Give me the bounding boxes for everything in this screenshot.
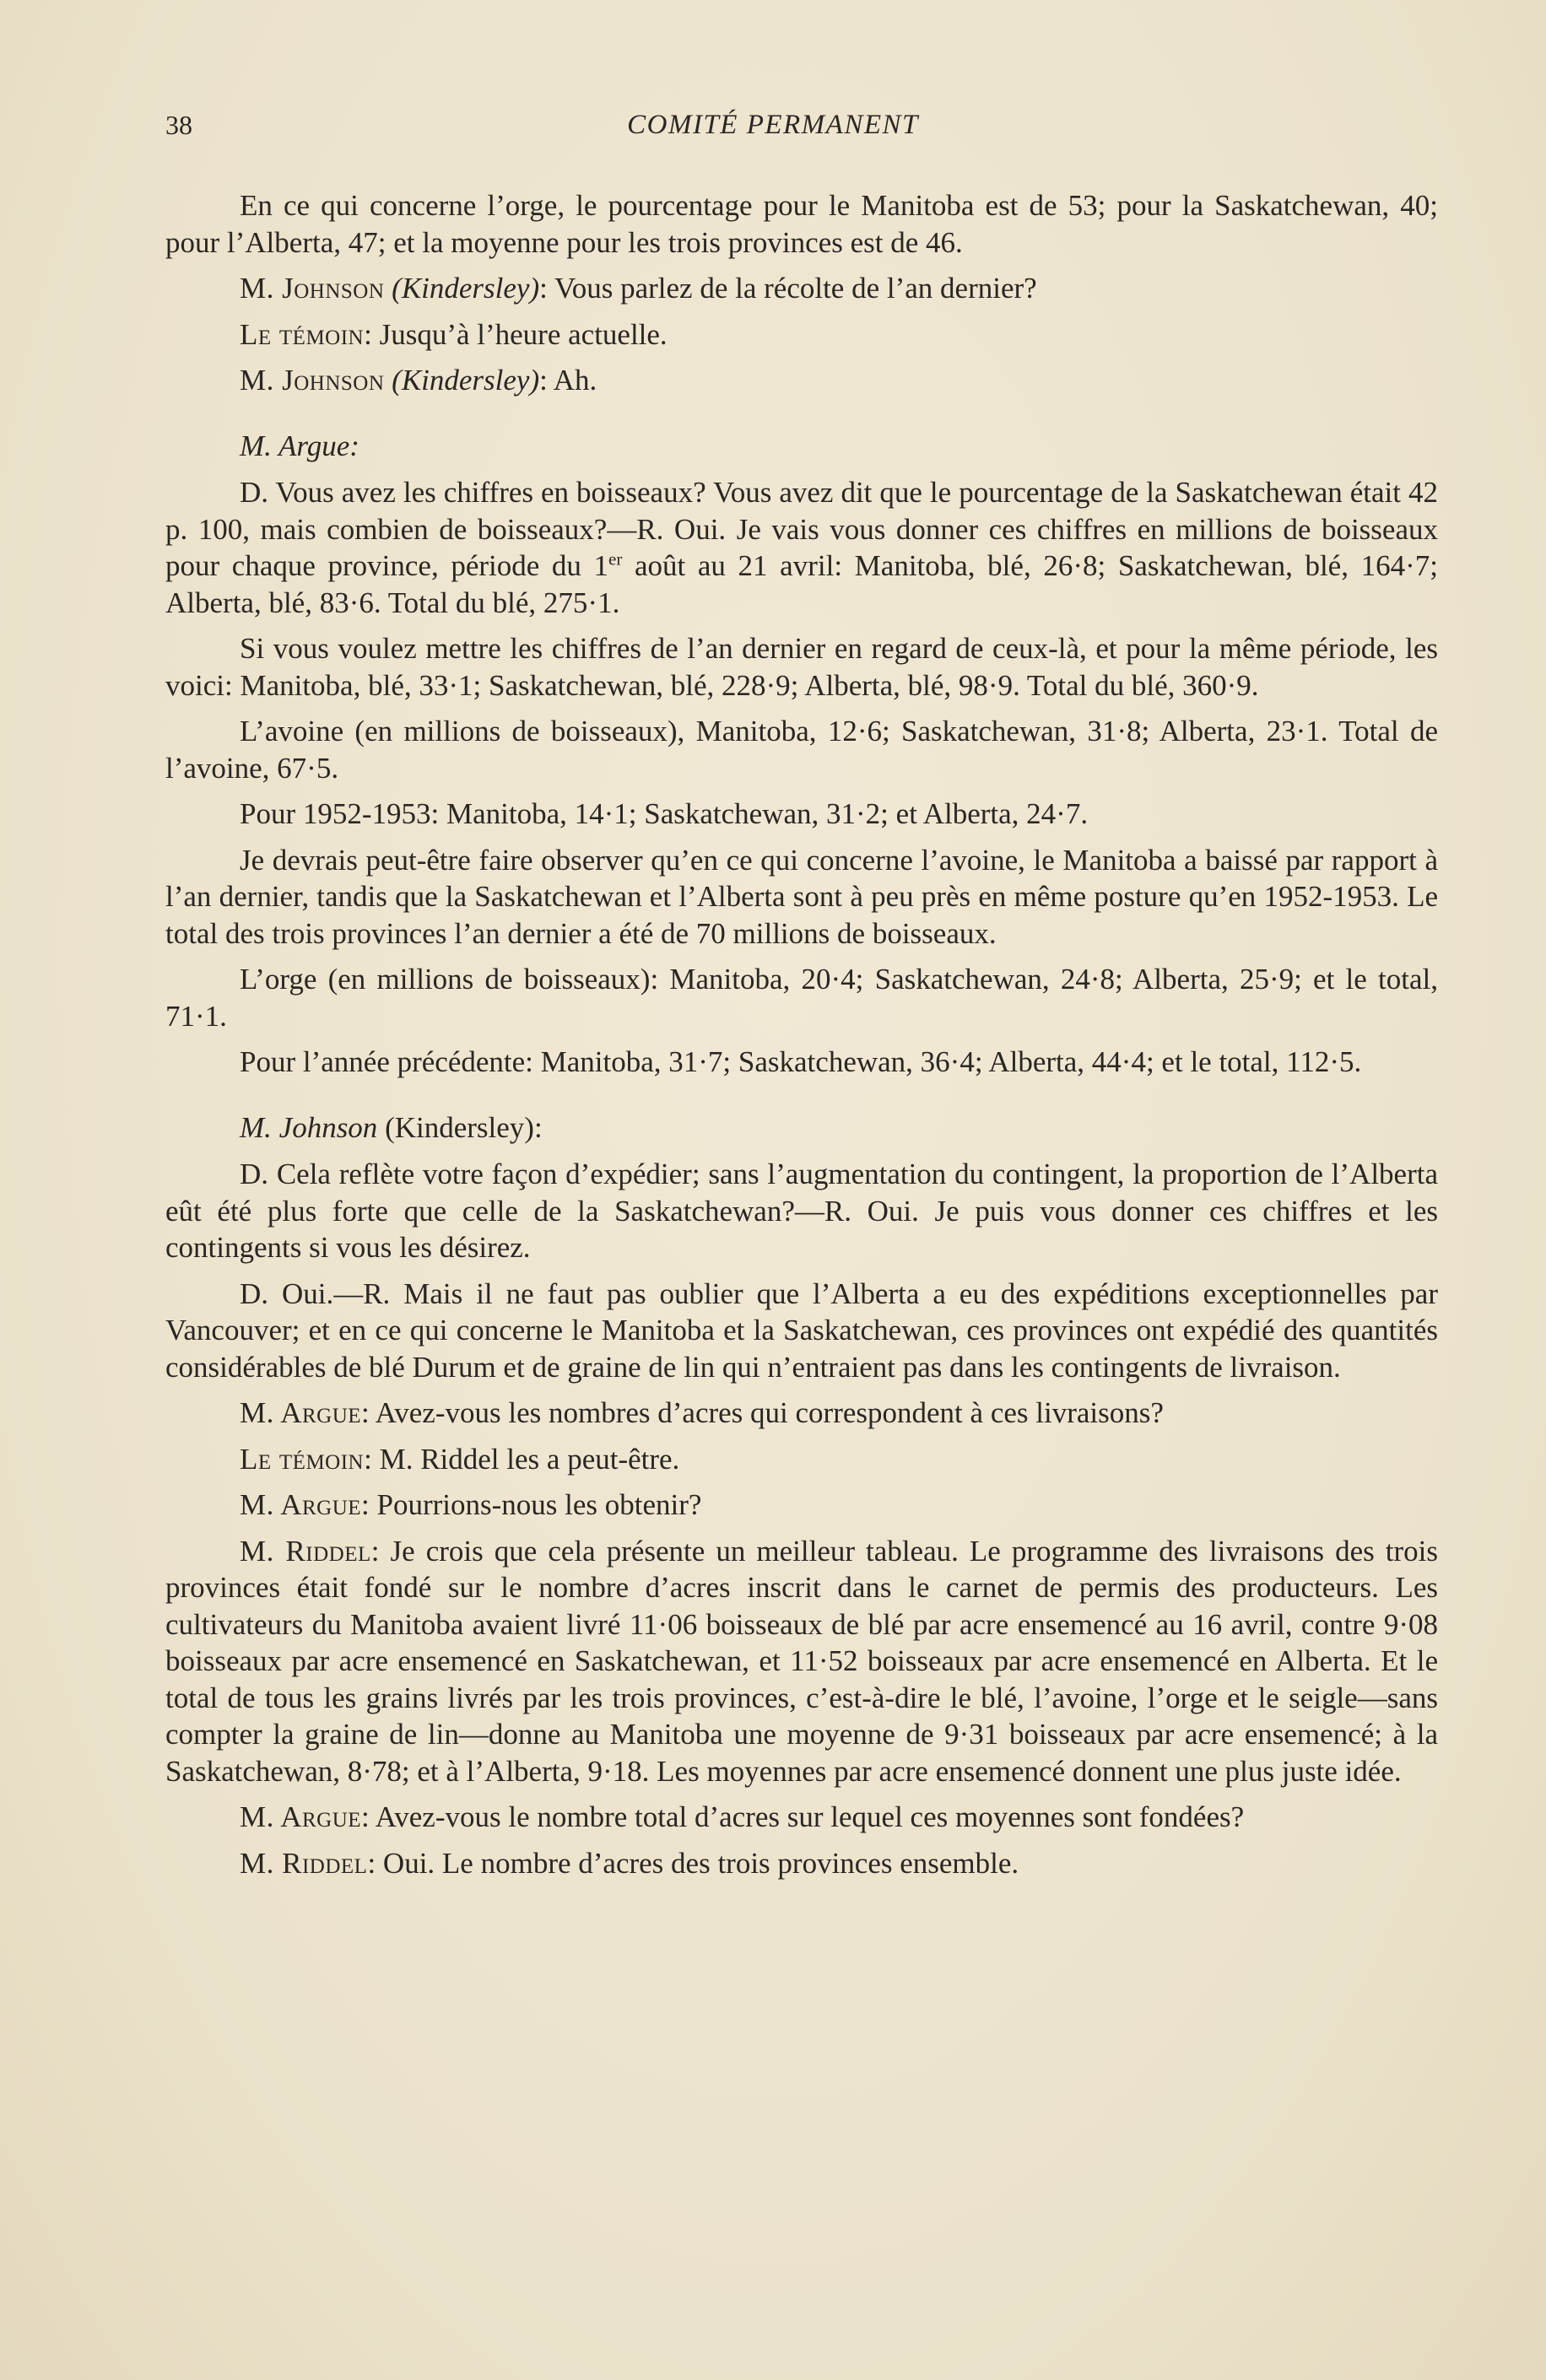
speaker-name: M. Johnson bbox=[240, 272, 385, 305]
paragraph: M. Argue: Pourrions-nous les obtenir? bbox=[240, 1488, 702, 1521]
speaker-name: M. Riddel bbox=[240, 1846, 368, 1880]
paragraph: D. Oui.—R. Mais il ne faut pas oublier que l’Alberta a eu des expéditions exceptionnelles par Vancouver; et en ce qui concerne le Manitoba et la Saskatchewan, ces provinces ont expédié des quantités considérables de blé Durum et de graine de lin qui n’entraient pas dans les contingents de livraison. bbox=[165, 1276, 1438, 1384]
paragraph: D. Cela reflète votre façon d’expédier; sans l’augmentation du contingent, la proportion de l’Alberta eût été plus forte que celle de la Saskatchewan?—R. Oui. Je puis vous donner ces chiffres et les contingents si vous les désirez. bbox=[165, 1158, 1438, 1264]
paragraph: M. Argue: Avez-vous le nombre total d’acres sur lequel ces moyennes sont fondées? bbox=[240, 1800, 1245, 1833]
speaker-name: Le témoin bbox=[240, 317, 365, 351]
paragraph: Pour 1952-1953: Manitoba, 14·1; Saskatchewan, 31·2; et Alberta, 24·7. bbox=[240, 797, 1089, 830]
paragraph: M. Johnson (Kindersley): Vous parlez de la récolte de l’an dernier? bbox=[240, 272, 1037, 305]
paragraph: D. Vous avez les chiffres en boisseaux? Vous avez dit que le pourcentage de la Saskatchewan était 42 p. 100, mais combien de boisseaux?—R. Oui. Je vais vous donner ces chiffres en millions de boisseaux pour chaque province, période du 1er août au 21 avril: Manitoba, blé, 26·8; Saskatchewan, blé, 164·7; Alberta, blé, 83·6. Total du blé, 275·1. bbox=[165, 476, 1438, 619]
speaker-name: M. Riddel bbox=[240, 1534, 371, 1568]
paragraph: M. Argue: Avez-vous les nombres d’acres qui correspondent à ces livraisons? bbox=[240, 1396, 1164, 1429]
paragraph: Je devrais peut-être faire observer qu’en ce qui concerne l’avoine, le Manitoba a baissé par rapport à l’an dernier, tandis que la Saskatchewan et l’Alberta sont à peu près en même posture qu’en 1952-1953. Le total des trois provinces l’an dernier a été de 70 millions de boisseaux. bbox=[165, 843, 1438, 950]
running-title: COMITÉ PERMANENT bbox=[627, 110, 919, 140]
paragraph: Le témoin: M. Riddel les a peut-être. bbox=[240, 1442, 680, 1476]
paragraph: M. Riddel: Oui. Le nombre d’acres des trois provinces ensemble. bbox=[240, 1846, 1019, 1880]
speaker-name: M. Argue bbox=[240, 1488, 362, 1521]
paragraph: Si vous voulez mettre les chiffres de l’an dernier en regard de ceux-là, et pour la même période, les voici: Manitoba, blé, 33·1; Saskatchewan, blé, 228·9; Alberta, blé, 98·9. Total du blé, 360·9. bbox=[165, 632, 1438, 702]
paragraph: Le témoin: Jusqu’à l’heure actuelle. bbox=[240, 317, 668, 351]
page-number: 38 bbox=[165, 110, 192, 140]
paragraph: L’orge (en millions de boisseaux): Manitoba, 20·4; Saskatchewan, 24·8; Alberta, 25·9; et le total, 71·1. bbox=[165, 963, 1438, 1033]
paragraph: M. Riddel: Je crois que cela présente un meilleur tableau. Le programme des livraisons des trois provinces était fondé sur le nombre d’acres inscrit dans le carnet de permis des producteurs. Les cultivateurs du Manitoba avaient livré 11·06 boisseaux de blé par acre ensemencé au 16 avril, contre 9·08 boisseaux par acre ensemencé en Saskatchewan, et 11·52 boisseaux par acre ensemencé en Alberta. Et le total de tous les grains livrés par les trois provinces, c’est-à-dire le blé, l’avoine, l’orge et le seigle—sans compter la graine de lin—donne au Manitoba une moyenne de 9·31 boisseaux par acre ensemencé; à la Saskatchewan, 8·78; et à l’Alberta, 9·18. Les moyennes par acre ensemencé donnent une plus juste idée. bbox=[165, 1534, 1438, 1788]
section-heading: M. Argue: bbox=[240, 429, 359, 462]
paragraph: En ce qui concerne l’orge, le pourcentage pour le Manitoba est de 53; pour la Saskatchewan, 40; pour l’Alberta, 47; et la moyenne pour les trois provinces est de 46. bbox=[165, 189, 1438, 259]
speaker-name: Le témoin bbox=[240, 1442, 365, 1476]
paragraph: M. Johnson (Kindersley): Ah. bbox=[240, 364, 597, 397]
body-text bbox=[165, 187, 1438, 1891]
paragraph: Pour l’année précédente: Manitoba, 31·7; Saskatchewan, 36·4; Alberta, 44·4; et le total, 112·5. bbox=[240, 1045, 1362, 1078]
section-heading: M. Johnson (Kindersley): bbox=[240, 1110, 543, 1144]
speaker-name: M. Johnson bbox=[240, 364, 385, 397]
paragraph: L’avoine (en millions de boisseaux), Manitoba, 12·6; Saskatchewan, 31·8; Alberta, 23·1. Total de l’avoine, 67·5. bbox=[165, 715, 1438, 785]
speaker-name: M. Argue bbox=[240, 1396, 362, 1429]
speaker-name: M. Argue bbox=[240, 1800, 362, 1833]
page-header bbox=[165, 110, 1381, 152]
